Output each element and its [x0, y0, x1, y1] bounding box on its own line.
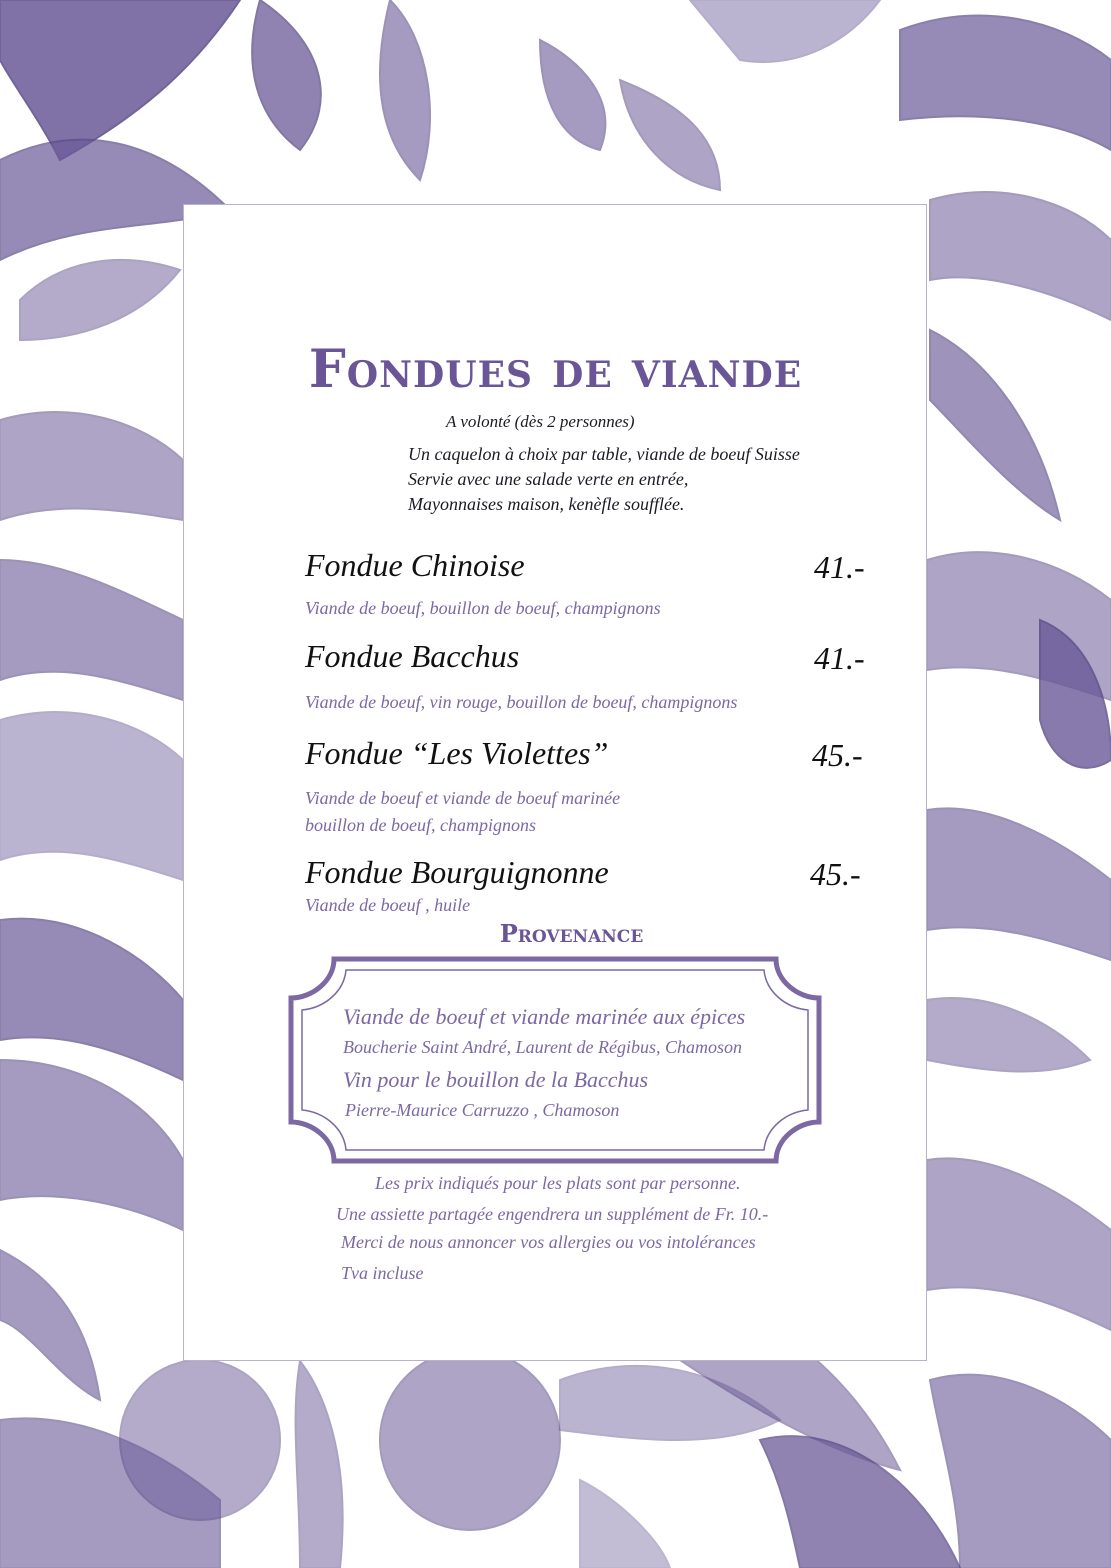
footer-note: Merci de nous annoncer vos allergies ou vos intolérances — [341, 1232, 756, 1252]
menu-item-description: Viande de boeuf, vin rouge, bouillon de boeuf, champignons — [305, 692, 738, 712]
menu-item-name: Fondue “Les Violettes” — [305, 735, 609, 771]
intro-line: Mayonnaises maison, kenèfle soufflée. — [408, 494, 685, 514]
provenance-line: Pierre-Maurice Carruzzo , Chamoson — [345, 1100, 620, 1120]
menu-item-description: Viande de boeuf, bouillon de boeuf, champignons — [305, 598, 661, 618]
provenance-frame — [288, 956, 822, 1164]
menu-item-name: Fondue Chinoise — [305, 547, 525, 583]
menu-item-price: 41.- — [814, 640, 865, 676]
menu-item-description: Viande de boeuf et viande de boeuf marinée — [305, 788, 621, 808]
menu-intro — [408, 442, 800, 517]
menu-subtitle: A volonté (dès 2 personnes) — [446, 412, 635, 431]
footer-note: Les prix indiqués pour les plats sont par personne. — [375, 1173, 741, 1193]
provenance-line: Viande de boeuf et viande marinée aux épices — [343, 1004, 746, 1029]
menu-item-description: Viande de boeuf , huile — [305, 895, 471, 915]
provenance-title: Provenance — [499, 919, 644, 948]
menu-item-name: Fondue Bourguignonne — [305, 854, 609, 890]
menu-item-name: Fondue Bacchus — [305, 638, 520, 674]
footer-note: Une assiette partagée engendrera un supplément de Fr. 10.- — [336, 1204, 769, 1224]
intro-line: Servie avec une salade verte en entrée, — [408, 469, 689, 489]
page-title: Fondues de viande — [308, 339, 803, 400]
menu-item-price: 45.- — [810, 856, 861, 892]
menu-item-price: 45.- — [812, 737, 863, 773]
intro-line: Un caquelon à choix par table, viande de boeuf Suisse — [408, 444, 800, 464]
provenance-line: Vin pour le bouillon de la Bacchus — [343, 1067, 649, 1092]
provenance-line: Boucherie Saint André, Laurent de Régibus, Chamoson — [343, 1037, 742, 1057]
menu-item-description: bouillon de boeuf, champignons — [305, 815, 536, 835]
menu-item-price: 41.- — [814, 549, 865, 585]
footer-note: Tva incluse — [341, 1263, 424, 1283]
